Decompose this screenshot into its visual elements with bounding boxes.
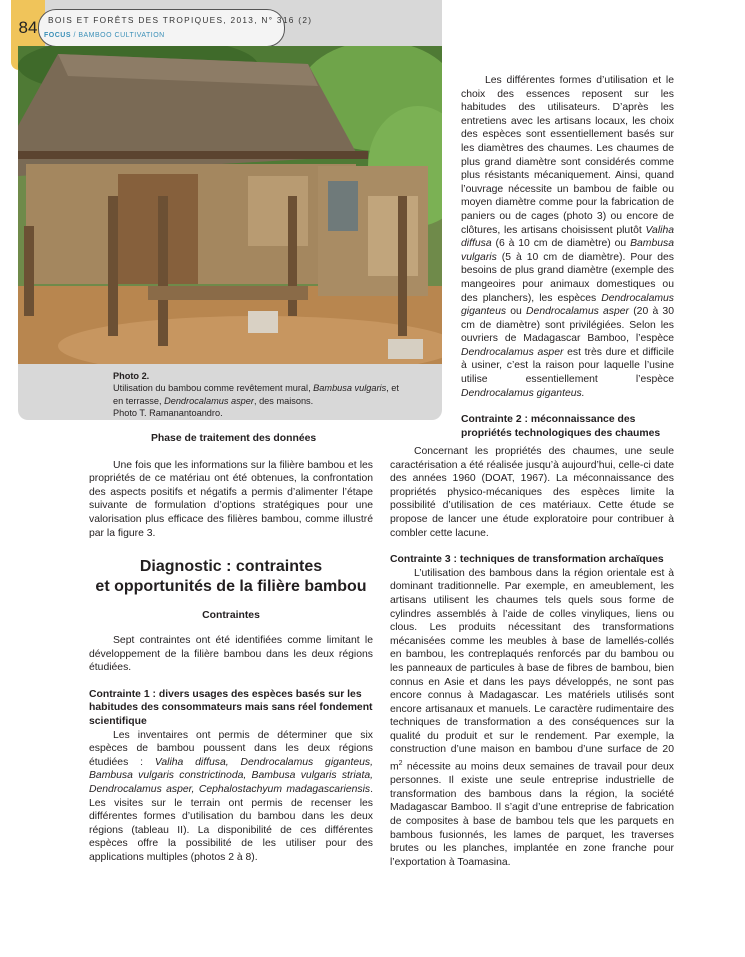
page-number: 84 [18,18,38,37]
photo-bamboo-house [18,46,442,364]
usage-text: (20 à 30 cm de diamètre) sont privilégiées. Selon les ouvriers de Madagascar Bamboo, l’espèce [461,306,674,345]
usage-text: est très dure et difficile à usiner, c’est la raison pour laquelle l’usine utilise essentiellement l’espèce [461,346,674,386]
photo-caption [113,370,403,419]
caption-part: Utilisation du bambou comme revêtement mural, [113,383,314,394]
c3-superscript: 2 [398,760,403,768]
house-illustration [18,46,442,364]
caption-part: , et en terrasse, [113,383,399,406]
diagnostic-heading [89,557,373,597]
contrainte-3-paragraph [390,567,674,870]
section-label [44,32,165,39]
contrainte-1-paragraph [89,729,373,865]
c1-species: Valiha diffusa, Dendrocalamus giganteus, Bambusa vulgaris constrictinoda, Bambusa vulgaris striata, Dendrocalamus asper, Cephalostachyum madagascariensis [89,756,373,795]
usage-text: Les différentes formes d’utilisation et le choix des essences reposent sur les habitudes des utilisateurs. D’après les entretiens avec les artisans locaux, les choix des espèces sont essentiellement basés sur les diamètres des chaumes. Les chaumes de plus grand diamètre sont considérés comme plus résistants mécaniquement. Ainsi, quand l’ouvrage nécessite un bambou de faible ou moyen diamètre comme pour la fabrication de paniers ou de cages (photo 3) ou encore de clôtures, les artisans choisissent plutôt [461,75,674,236]
contrainte-2-section [390,445,674,869]
contrainte-3-heading: Contrainte 3 : techniques de transformation archaïques [390,554,664,566]
photo-label: Photo 2. [113,371,150,381]
usage-species: Dendrocalamus giganteus [461,292,674,318]
phase-heading: Phase de traitement des données [151,433,317,444]
photo-credit: Photo T. Ramanantoandro. [113,407,223,418]
usage-text: (5 à 10 cm de diamètre). Pour des besoins de plus grand diamètre (exemple des mangeoires pour animaux domestiques ou des planchers), les espèces [461,251,674,304]
usage-species: Dendrocalamus asper [526,306,630,318]
usage-species: Dendrocalamus asper [461,346,564,358]
diagnostic-heading-line1: Diagnostic : contraintes [139,558,323,575]
section-separator: / [71,32,79,39]
section-focus: FOCUS [44,32,71,39]
section-topic: BAMBOO CULTIVATION [78,32,165,39]
usage-text: ou [506,306,527,318]
photo-caption-text [113,382,403,407]
contrainte-2-heading: Contrainte 2 : méconnaissance des propriétés technologiques des chaumes [461,414,661,439]
usage-species: Valiha diffusa [461,224,674,250]
contraintes-section [89,610,373,865]
c1-text: . Les visites sur le terrain ont permis de recenser les différentes formes d’utilisation du bambou dans les deux régions (tableau II). La disponibilité de ces différentes espèces offre la possibilité de les utiliser pour des applications multiples (photos 2 à 8). [89,783,373,863]
contrainte-2-paragraph: Concernant les propriétés des chaumes, une seule caractérisation a été réalisée jusqu’à aujourd’hui, celle-ci date des années 1960 (DOAT, 1967). La méconnaissance des propriétés physico-mécaniques des espèces limite la possibilité d’utilisation de ces matériaux. Cette étude se propose de lancer une étude exploratoire pour contribuer à combler cette lacune. [390,446,674,539]
c3-text: L’utilisation des bambous dans la région orientale est à dominant traditionnelle. Par exemple, en ameublement, les artisans utilisent les chaumes tels quels sous forme de cylindres assemblés à l’aide de colles vinyliques, liens ou clous. Les produits nécessitant des transformations mécanisées comme les meubles à base de lamellés-collés en bambou, les contreplaqués renforcés par du bambou ou les panneaux de particules à base de fibres de bambou, bien connus en Asie et dans les pays développés, ne sont pas encore connus à Madagascar. Les matériels utilisés sont encore artisanaux et manuels. Le caractère rudimentaire des techniques de transformation a des conséquences sur la qualité du produit et sur le rendement. Par exemple, la construction d’une maison en bambou d’une surface de 20 m [390,567,674,773]
phase-paragraph: Une fois que les informations sur la filière bambou et les propriétés de ce matériau ont été obtenues, la confrontation des aspects positifs et négatifs a permis d’alimenter l’étape suivante de formulation d’options stratégiques pour une valorisation plus efficace des filières bambou, comme illustré par la figure 3. [89,459,373,539]
caption-species: Dendrocalamus asper [164,395,254,406]
usage-species: Bambusa vulgaris [461,238,674,263]
journal-title: BOIS ET FORÊTS DES TROPIQUES, 2013, N° 316 (2) [48,15,313,25]
c3-text: nécessite au moins deux semaines de travail pour deux personnes. Il existe une seule entreprise industrielle de transformation des bambous dans la région, la société Madagascar Bamboo. Il s’agit d’une entreprise de fabrication de composites à base de bambou tels que les parquets en bambous fusionnés, les lames de parquet, les traverses brutes ou les planches, implantée en zone franche pour l’exportation à Toamasina. [390,761,674,868]
diagnostic-heading-line2: et opportunités de la filière bambou [95,578,367,595]
right-top-paragraph-block [461,74,674,440]
usage-text: (6 à 10 cm de diamètre) ou [491,238,631,250]
c1-text: Les inventaires ont permis de déterminer que six espèces de bambou poussent dans les deux régions étudiées : [89,729,373,768]
contraintes-heading: Contraintes [202,610,260,621]
contraintes-paragraph: Sept contraintes ont été identifiées comme limitant le développement de la filière bambou dans les deux régions étudiées. [89,635,373,674]
usage-paragraph [461,74,674,400]
caption-species: Bambusa vulgaris [313,383,387,394]
phase-section [89,432,373,540]
usage-species: Dendrocalamus giganteus. [461,387,585,399]
contrainte-1-heading: Contrainte 1 : divers usages des espèces basés sur les habitudes des consommateurs mais sans réel fondement scientifique [89,688,373,727]
caption-part: , des maisons. [253,395,314,406]
